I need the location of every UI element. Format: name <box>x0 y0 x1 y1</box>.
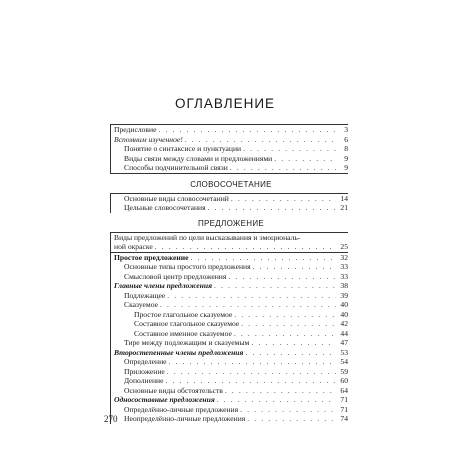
toc-entry-page: 53 <box>340 347 348 357</box>
toc-entry-label: Основные виды словосочетаний <box>124 193 229 203</box>
toc-entry-page: 33 <box>340 271 348 281</box>
toc-entry-page: 40 <box>340 300 348 309</box>
dot-leader <box>230 163 336 173</box>
toc-entry-page: 47 <box>340 338 348 347</box>
toc-entry[interactable] <box>114 329 348 339</box>
toc-entry-label: Простое предложение <box>114 252 189 262</box>
toc-block-sentence <box>110 252 348 424</box>
dot-leader <box>253 262 336 272</box>
section-heading-phrase: СЛОВОСОЧЕТАНИЕ <box>190 179 272 189</box>
toc-entry[interactable] <box>114 319 348 329</box>
toc-entry-page: 39 <box>340 290 348 300</box>
toc-entry[interactable] <box>114 395 348 405</box>
dot-leader <box>190 253 336 263</box>
toc-entry-label: Главные члены предложения <box>114 281 212 290</box>
toc-entry-label: Предисловие <box>114 125 157 134</box>
toc-entry-label: Сказуемое <box>124 300 158 309</box>
page-title: ОГЛАВЛЕНИЕ <box>174 96 276 111</box>
toc-entry-wrapped-first[interactable]: Виды предложений по цели высказывания и эмоциональ- <box>114 232 301 242</box>
toc-entry-page: 59 <box>340 366 348 376</box>
toc-entry[interactable] <box>114 386 348 396</box>
dot-leader <box>243 144 336 154</box>
toc-entry-page: 38 <box>340 281 348 290</box>
toc-entry-page: 6 <box>344 134 348 144</box>
toc-entry-label: Составное глагольное сказуемое <box>134 319 240 328</box>
toc-entry[interactable] <box>114 414 348 424</box>
toc-entry[interactable] <box>114 163 348 173</box>
dot-leader <box>234 329 336 339</box>
dot-leader <box>214 281 336 291</box>
toc-entry-label: Второстепенные члены предложения <box>114 347 244 357</box>
toc-entry-label: Односоставные предложения <box>114 395 215 404</box>
section-heading-sentence: ПРЕДЛОЖЕНИЕ <box>197 218 265 228</box>
toc-entry[interactable] <box>114 310 348 320</box>
table-of-contents <box>114 124 348 424</box>
dot-leader <box>274 154 336 164</box>
toc-entry-page: 54 <box>340 357 348 366</box>
toc-entry[interactable] <box>114 194 348 204</box>
toc-entry-page: 14 <box>340 193 348 203</box>
toc-entry-wrapped-second[interactable] <box>114 242 348 252</box>
dot-leader <box>165 376 336 386</box>
dot-leader <box>160 300 336 310</box>
toc-block-intro <box>110 124 348 174</box>
toc-entry[interactable] <box>114 262 348 272</box>
toc-entry-page: 64 <box>340 385 348 395</box>
toc-entry-label: Приложение <box>124 366 165 376</box>
toc-entry-label: Вспомним изученное! <box>114 134 183 144</box>
dot-leader <box>225 386 336 396</box>
dot-leader <box>167 367 336 377</box>
toc-entry-label: Простое глагольное сказуемое <box>134 309 233 319</box>
toc-entry-page: 40 <box>340 309 348 319</box>
toc-entry-page: 32 <box>340 252 348 262</box>
toc-entry-label: Смысловой центр предложения <box>124 271 227 281</box>
dot-leader <box>228 272 336 282</box>
toc-entry[interactable] <box>114 154 348 164</box>
toc-entry-page: 44 <box>340 328 348 338</box>
toc-entry-page: 71 <box>340 404 348 414</box>
dot-leader <box>208 203 336 213</box>
toc-entry[interactable] <box>114 125 348 135</box>
dot-leader <box>247 414 336 424</box>
toc-entry-page: 9 <box>344 163 348 172</box>
dot-leader <box>240 405 336 415</box>
dot-leader <box>241 319 336 329</box>
toc-entry[interactable] <box>114 281 348 291</box>
toc-entry-page: 8 <box>344 144 348 153</box>
toc-block-sentence-intro <box>110 232 348 252</box>
toc-entry[interactable] <box>114 291 348 301</box>
toc-entry-label: Виды связи между словами и предложениями <box>124 153 273 163</box>
toc-entry[interactable] <box>114 405 348 415</box>
toc-entry[interactable] <box>114 144 348 154</box>
toc-entry-label: Составное именное сказуемое <box>134 328 232 338</box>
toc-entry-label: Тире между подлежащим и сказуемым <box>124 338 250 347</box>
toc-entry-page: 71 <box>340 395 348 404</box>
toc-entry-label: Основные типы простого предложения <box>124 262 251 271</box>
toc-entry-label: Подлежащее <box>124 290 166 300</box>
dot-leader <box>231 194 336 204</box>
toc-entry-page: 3 <box>344 125 348 134</box>
toc-entry-page: 21 <box>340 203 348 212</box>
toc-entry-label: Дополнение <box>124 376 164 385</box>
toc-block-phrase <box>110 193 348 213</box>
toc-entry[interactable] <box>114 272 348 282</box>
toc-entry[interactable] <box>114 367 348 377</box>
toc-entry-label: Определённо-личные предложения <box>124 404 239 414</box>
page-number: 270 <box>104 414 118 424</box>
toc-entry-label: Основные виды обстоятельств <box>124 385 223 395</box>
toc-entry[interactable] <box>114 348 348 358</box>
toc-entry[interactable] <box>114 253 348 263</box>
toc-entry-page: 25 <box>340 242 348 251</box>
toc-entry-label: Неопределённо-личные предложения <box>124 414 246 423</box>
dot-leader <box>217 395 336 405</box>
toc-entry-label: ной окраске <box>114 242 153 251</box>
dot-leader <box>245 348 336 358</box>
dot-leader <box>158 125 336 135</box>
toc-entry[interactable] <box>114 376 348 386</box>
toc-entry[interactable] <box>114 357 348 367</box>
toc-entry[interactable] <box>114 338 348 348</box>
dot-leader <box>167 291 336 301</box>
toc-entry-page: 60 <box>340 376 348 385</box>
toc-entry-page: 42 <box>340 319 348 328</box>
toc-entry-page: 33 <box>340 262 348 271</box>
dot-leader <box>185 135 336 145</box>
toc-entry-page: 9 <box>344 153 348 163</box>
toc-entry[interactable] <box>114 300 348 310</box>
toc-entry-label: Способы подчинительной связи <box>124 163 228 172</box>
dot-leader <box>251 338 336 348</box>
dot-leader <box>234 310 336 320</box>
toc-entry[interactable] <box>114 203 348 213</box>
toc-entry-label: Цельные словосочетания <box>124 203 206 212</box>
dot-leader <box>155 242 336 252</box>
toc-entry-label: Определение <box>124 357 167 366</box>
toc-entry-label: Понятие о синтаксисе и пунктуации <box>124 144 242 153</box>
toc-entry-page: 74 <box>340 414 348 423</box>
toc-entry[interactable] <box>114 135 348 145</box>
dot-leader <box>169 357 336 367</box>
